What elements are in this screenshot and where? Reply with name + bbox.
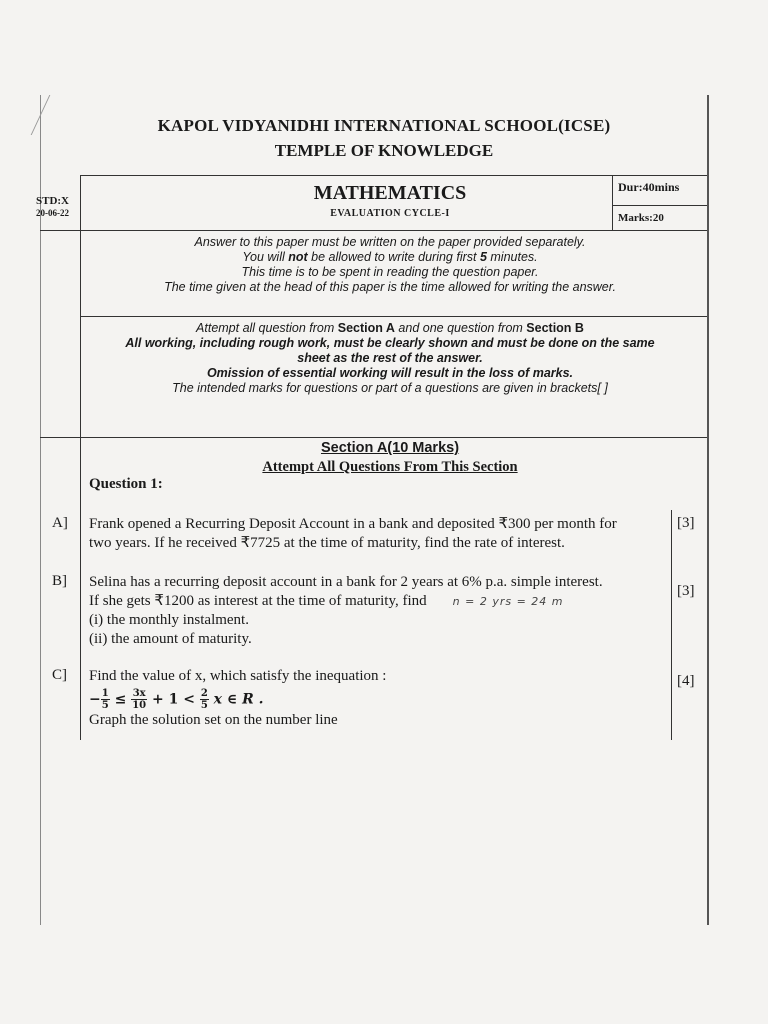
instructions-divider (80, 316, 707, 317)
school-name: KAPOL VIDYANIDHI INTERNATIONAL SCHOOL(ICSE) (157, 116, 611, 135)
instruction-line: The time given at the head of this paper is the time allowed for writing the answer. (164, 280, 616, 294)
page-right-edge (707, 95, 709, 925)
fraction: $\frac{2}{5}$ (200, 688, 208, 711)
question-c-marks: [4] (677, 673, 695, 689)
question-heading: Question 1: (89, 476, 163, 492)
instruction-line: This time is to be spent in reading the question paper. (241, 265, 539, 279)
subject-title: MATHEMATICS (313, 182, 467, 204)
question-b-label: B] (52, 573, 67, 589)
instruction-line: All working, including rough work, must be clearly shown and must be done on the same (125, 336, 655, 350)
question-c-text: Find the value of x, which satisfy the inequation : − $\frac{1}{5}$ ≤ $\frac{3x}{10}$ + 1 < $\frac{2}{5}$ x ∈ R . Graph the solution set on the number line (89, 667, 669, 730)
question-b-text: Selina has a recurring deposit account in a bank for 2 years at 6% p.a. simple interest. If she gets ₹1200 as interest at the time of maturity, find n = 2 yrs = 24 m (i) the monthly instalment. (ii) the amount of maturity. (89, 574, 603, 647)
handwritten-note: n = 2 yrs = 24 m (452, 595, 564, 608)
fraction: $\frac{1}{5}$ (101, 688, 109, 711)
instruction-line: You will not be allowed to write during first 5 minutes. (242, 250, 538, 264)
section-divider (40, 437, 707, 438)
fraction: $\frac{3x}{10}$ (132, 688, 147, 711)
instruction-line: The intended marks for questions or part of a questions are given in brackets[ ] (172, 381, 608, 395)
marks-column-rule (671, 510, 672, 740)
question-a-marks: [3] (677, 515, 695, 531)
inequation: − $\frac{1}{5}$ ≤ $\frac{3x}{10}$ + 1 < $\frac{2}{5}$ x ∈ R . (89, 688, 264, 711)
section-subtitle: Attempt All Questions From This Section (262, 459, 518, 475)
instructions-block-2 (80, 321, 700, 396)
duration: Dur:40mins (618, 180, 680, 194)
question-b-marks: [3] (677, 583, 695, 599)
instruction-line: Attempt all question from Section A and one question from Section B (196, 321, 584, 335)
exam-date: 20-06-22 (36, 208, 69, 218)
question-c-label: C] (52, 667, 67, 683)
evaluation-cycle: EVALUATION CYCLE-I (330, 208, 450, 219)
question-a-text: Frank opened a Recurring Deposit Account in a bank and deposited ₹300 per month for two years. If he received ₹7725 at the time of maturity, find the rate of interest. (89, 516, 617, 551)
dur-box-divider (612, 175, 613, 230)
section-title: Section A(10 Marks) (320, 440, 460, 456)
question-a-label: A] (52, 515, 68, 531)
instruction-line: sheet as the rest of the answer. (297, 351, 483, 365)
header-bottom-rule (40, 230, 707, 231)
dur-marks-divider (612, 205, 707, 206)
page-left-edge (40, 95, 41, 925)
instruction-line: Answer to this paper must be written on the paper provided separately. (194, 235, 586, 249)
school-tagline: TEMPLE OF KNOWLEDGE (274, 141, 494, 160)
instructions-block-1 (80, 235, 700, 295)
std-label: STD:X (36, 195, 70, 207)
instruction-line: Omission of essential working will result in the loss of marks. (206, 366, 574, 380)
total-marks: Marks:20 (618, 212, 664, 224)
